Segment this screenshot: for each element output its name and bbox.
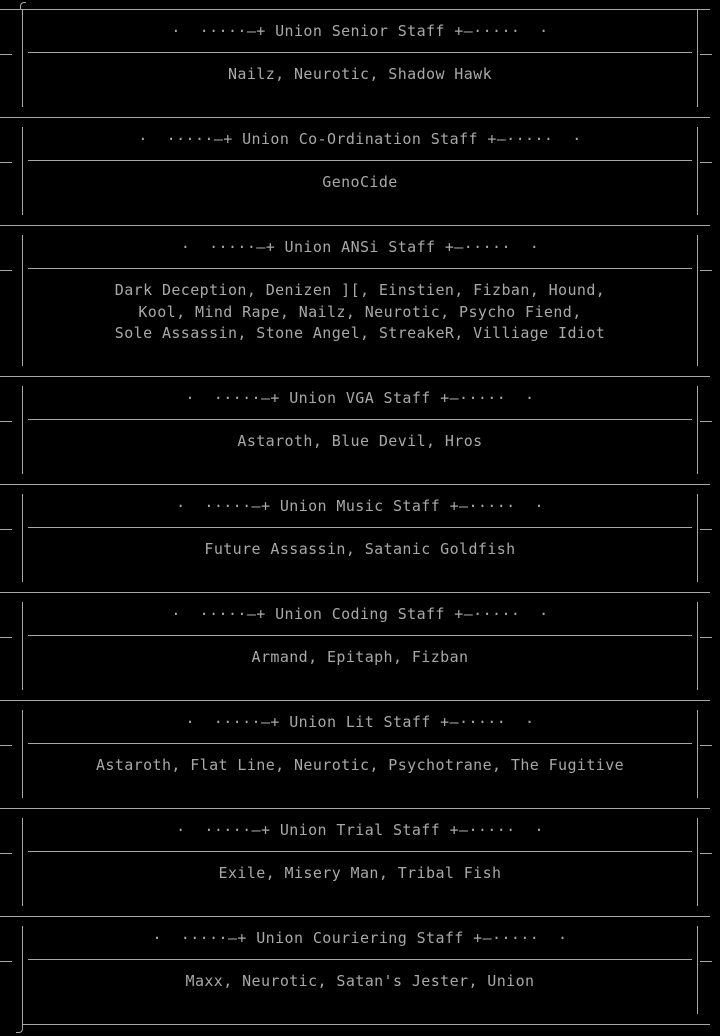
section-lit-staff — [0, 701, 720, 809]
staff-names: Future Assassin, Satanic Goldfish — [204, 540, 516, 558]
header-divider — [28, 851, 692, 852]
header-divider — [28, 959, 692, 960]
staff-names: Astaroth, Flat Line, Neurotic, Psychotrane, The Fugitive — [95, 756, 625, 774]
section-header: · ·····—+ Union ANSi Staff +—····· · — [180, 238, 540, 256]
section-coding-staff — [0, 593, 720, 701]
section-couriering-staff — [0, 917, 720, 1036]
section-trial-staff — [0, 809, 720, 917]
right-tick — [700, 961, 712, 962]
section-header: · ·····—+ Union Couriering Staff +—····· · — [152, 929, 568, 947]
frame-top-hook — [20, 2, 26, 9]
left-tick — [0, 637, 12, 638]
header-divider — [28, 743, 692, 744]
section-ansi-staff — [0, 226, 720, 377]
left-tick — [0, 421, 12, 422]
staff-names: Exile, Misery Man, Tribal Fish — [218, 864, 502, 882]
staff-names: Maxx, Neurotic, Satan's Jester, Union — [185, 972, 535, 990]
frame-bottom-border — [22, 1024, 710, 1025]
right-tick — [700, 853, 712, 854]
right-tick — [700, 529, 712, 530]
section-music-staff — [0, 485, 720, 593]
staff-names: Nailz, Neurotic, Shadow Hawk — [227, 65, 493, 83]
right-tick — [700, 270, 712, 271]
header-divider — [28, 527, 692, 528]
header-divider — [28, 160, 692, 161]
header-divider — [28, 52, 692, 53]
left-tick — [0, 270, 12, 271]
frame-bottom-hook — [16, 1024, 23, 1033]
staff-names: Astaroth, Blue Devil, Hros — [237, 432, 483, 450]
right-tick — [700, 745, 712, 746]
staff-names: GenoCide — [322, 173, 398, 191]
header-divider — [28, 635, 692, 636]
section-header: · ·····—+ Union Co-Ordination Staff +—····· · — [138, 130, 582, 148]
section-header: · ·····—+ Union VGA Staff +—····· · — [185, 389, 535, 407]
left-tick — [0, 745, 12, 746]
right-tick — [700, 421, 712, 422]
section-header: · ·····—+ Union Lit Staff +—····· · — [185, 713, 535, 731]
section-header: · ·····—+ Union Coding Staff +—····· · — [171, 605, 549, 623]
right-tick — [700, 637, 712, 638]
section-senior-staff — [0, 10, 720, 118]
header-divider — [28, 268, 692, 269]
section-vga-staff — [0, 377, 720, 485]
section-header: · ·····—+ Union Music Staff +—····· · — [176, 497, 544, 515]
left-tick — [0, 162, 12, 163]
staff-names: Dark Deception, Denizen ][, Einstien, Fizban, Hound, Kool, Mind Rape, Nailz, Neurotic, Psycho Fiend, Sole Assassin, Stone Angel, StreakeR, Villiage Idiot — [114, 281, 606, 342]
right-tick — [700, 162, 712, 163]
left-tick — [0, 54, 12, 55]
staff-names: Armand, Epitaph, Fizban — [251, 648, 469, 666]
left-tick — [0, 961, 12, 962]
section-header: · ·····—+ Union Trial Staff +—····· · — [176, 821, 544, 839]
header-divider — [28, 419, 692, 420]
section-coordination-staff — [0, 118, 720, 226]
left-tick — [0, 853, 12, 854]
section-header: · ·····—+ Union Senior Staff +—····· · — [171, 22, 549, 40]
right-tick — [700, 54, 712, 55]
left-tick — [0, 529, 12, 530]
